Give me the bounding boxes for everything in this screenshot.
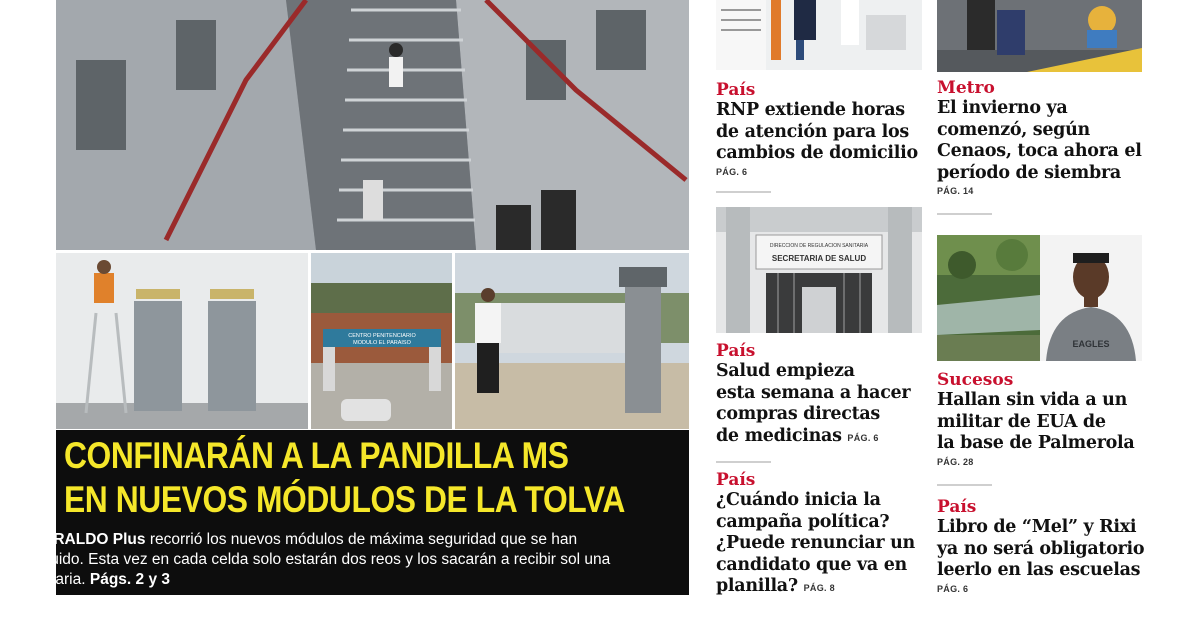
story-libro[interactable] — [937, 497, 1157, 594]
market-photo — [937, 0, 1142, 72]
rnp-office-photo — [716, 0, 922, 70]
cell-doors-photo — [56, 253, 308, 429]
deck-text: recorrió los nuevos módulos de máxima seguridad que se han construido. Esta vez en cada celda solo estarán dos reos y los sacarán a recibir sol una hora diaria. — [8, 531, 611, 588]
headline-line-1: CONFINARÁN A LA PANDILLA MS — [64, 435, 569, 476]
story-page-ref: PÁG. 8 — [803, 583, 835, 593]
story-title-line: Salud empieza — [716, 361, 855, 381]
story-page-ref: PÁG. 28 — [937, 456, 974, 467]
story-title-line: esta semana a hacer — [716, 382, 911, 403]
story-title-line: candidato que va en — [716, 554, 907, 575]
deck-pages: Págs. 2 y 3 — [89, 571, 170, 588]
prison-sign-line1: CENTRO PENITENCIARIO — [348, 333, 416, 339]
story-sucesos[interactable] — [937, 370, 1147, 467]
story-title-line: comenzó, según — [937, 119, 1090, 140]
prison-entrance-photo — [311, 253, 452, 429]
story-title-line: período de siembra — [937, 162, 1121, 183]
watchtower-photo — [455, 253, 689, 429]
story-title-text: planilla? — [716, 576, 798, 596]
lead-headline[interactable] — [64, 434, 625, 522]
story-section: Metro — [937, 78, 995, 98]
story-divider — [937, 213, 992, 215]
story-divider — [937, 484, 992, 486]
story-section: País — [716, 470, 756, 490]
story-title-line: campaña política? — [716, 511, 890, 532]
story-title-line: militar de EUA de — [937, 411, 1106, 432]
story-title-line: Libro de “Mel” y Rixi — [937, 517, 1137, 537]
deck-brand: EL HERALDO Plus — [8, 531, 146, 548]
prison-sign-line2: MODULO EL PARAISO — [353, 340, 411, 346]
health-sign-line2: SECRETARIA DE SALUD — [771, 254, 867, 263]
story-title-line: compras directas — [716, 404, 880, 424]
story-section: Sucesos — [937, 370, 1014, 390]
story-campana[interactable] — [716, 470, 926, 600]
story-divider — [716, 461, 771, 463]
health-ministry-photo — [716, 207, 922, 333]
story-divider — [716, 191, 771, 193]
health-sign-line1: DIRECCION DE REGULACION SANITARIA — [769, 243, 869, 249]
story-page-ref: PÁG. 6 — [937, 583, 969, 594]
story-title-line: cambios de domicilio — [716, 143, 918, 163]
story-title-line — [716, 576, 926, 600]
headline-line-2: EN NUEVOS MÓDULOS DE LA TOLVA — [64, 479, 625, 520]
story-invierno[interactable] — [937, 78, 1147, 196]
prison-corridor-photo — [56, 0, 689, 250]
story-page-ref: PÁG. 14 — [937, 186, 974, 196]
story-title-line: ya no será obligatorio — [937, 538, 1145, 559]
story-title-line — [716, 426, 926, 450]
portrait-shirt-text: EAGLES — [1072, 339, 1110, 349]
story-title-line: El invierno ya — [937, 98, 1068, 118]
story-title-text: de medicinas — [716, 425, 842, 446]
story-title-line: Cenaos, toca ahora el — [937, 141, 1142, 161]
river-scene-photo — [937, 235, 1040, 361]
soldier-portrait-photo — [1040, 235, 1142, 361]
story-page-ref: PÁG. 6 — [847, 432, 879, 443]
story-section: País — [716, 341, 756, 361]
story-title-line: Hallan sin vida a un — [937, 390, 1128, 410]
story-section: País — [937, 497, 977, 517]
story-page-ref: PÁG. 6 — [716, 166, 748, 177]
story-title-line: RNP extiende horas — [716, 100, 905, 120]
story-title-line: ¿Cuándo inicia la — [716, 490, 881, 510]
story-rnp[interactable] — [716, 80, 926, 177]
story-title-line: la base de Palmerola — [937, 433, 1135, 453]
lead-deck — [8, 530, 633, 590]
story-title-line: leerlo en las escuelas — [937, 560, 1141, 580]
story-title-line: ¿Puede renunciar un — [716, 533, 915, 553]
story-title-line: de atención para los — [716, 121, 909, 142]
story-section: País — [716, 80, 756, 100]
story-salud[interactable] — [716, 341, 926, 449]
